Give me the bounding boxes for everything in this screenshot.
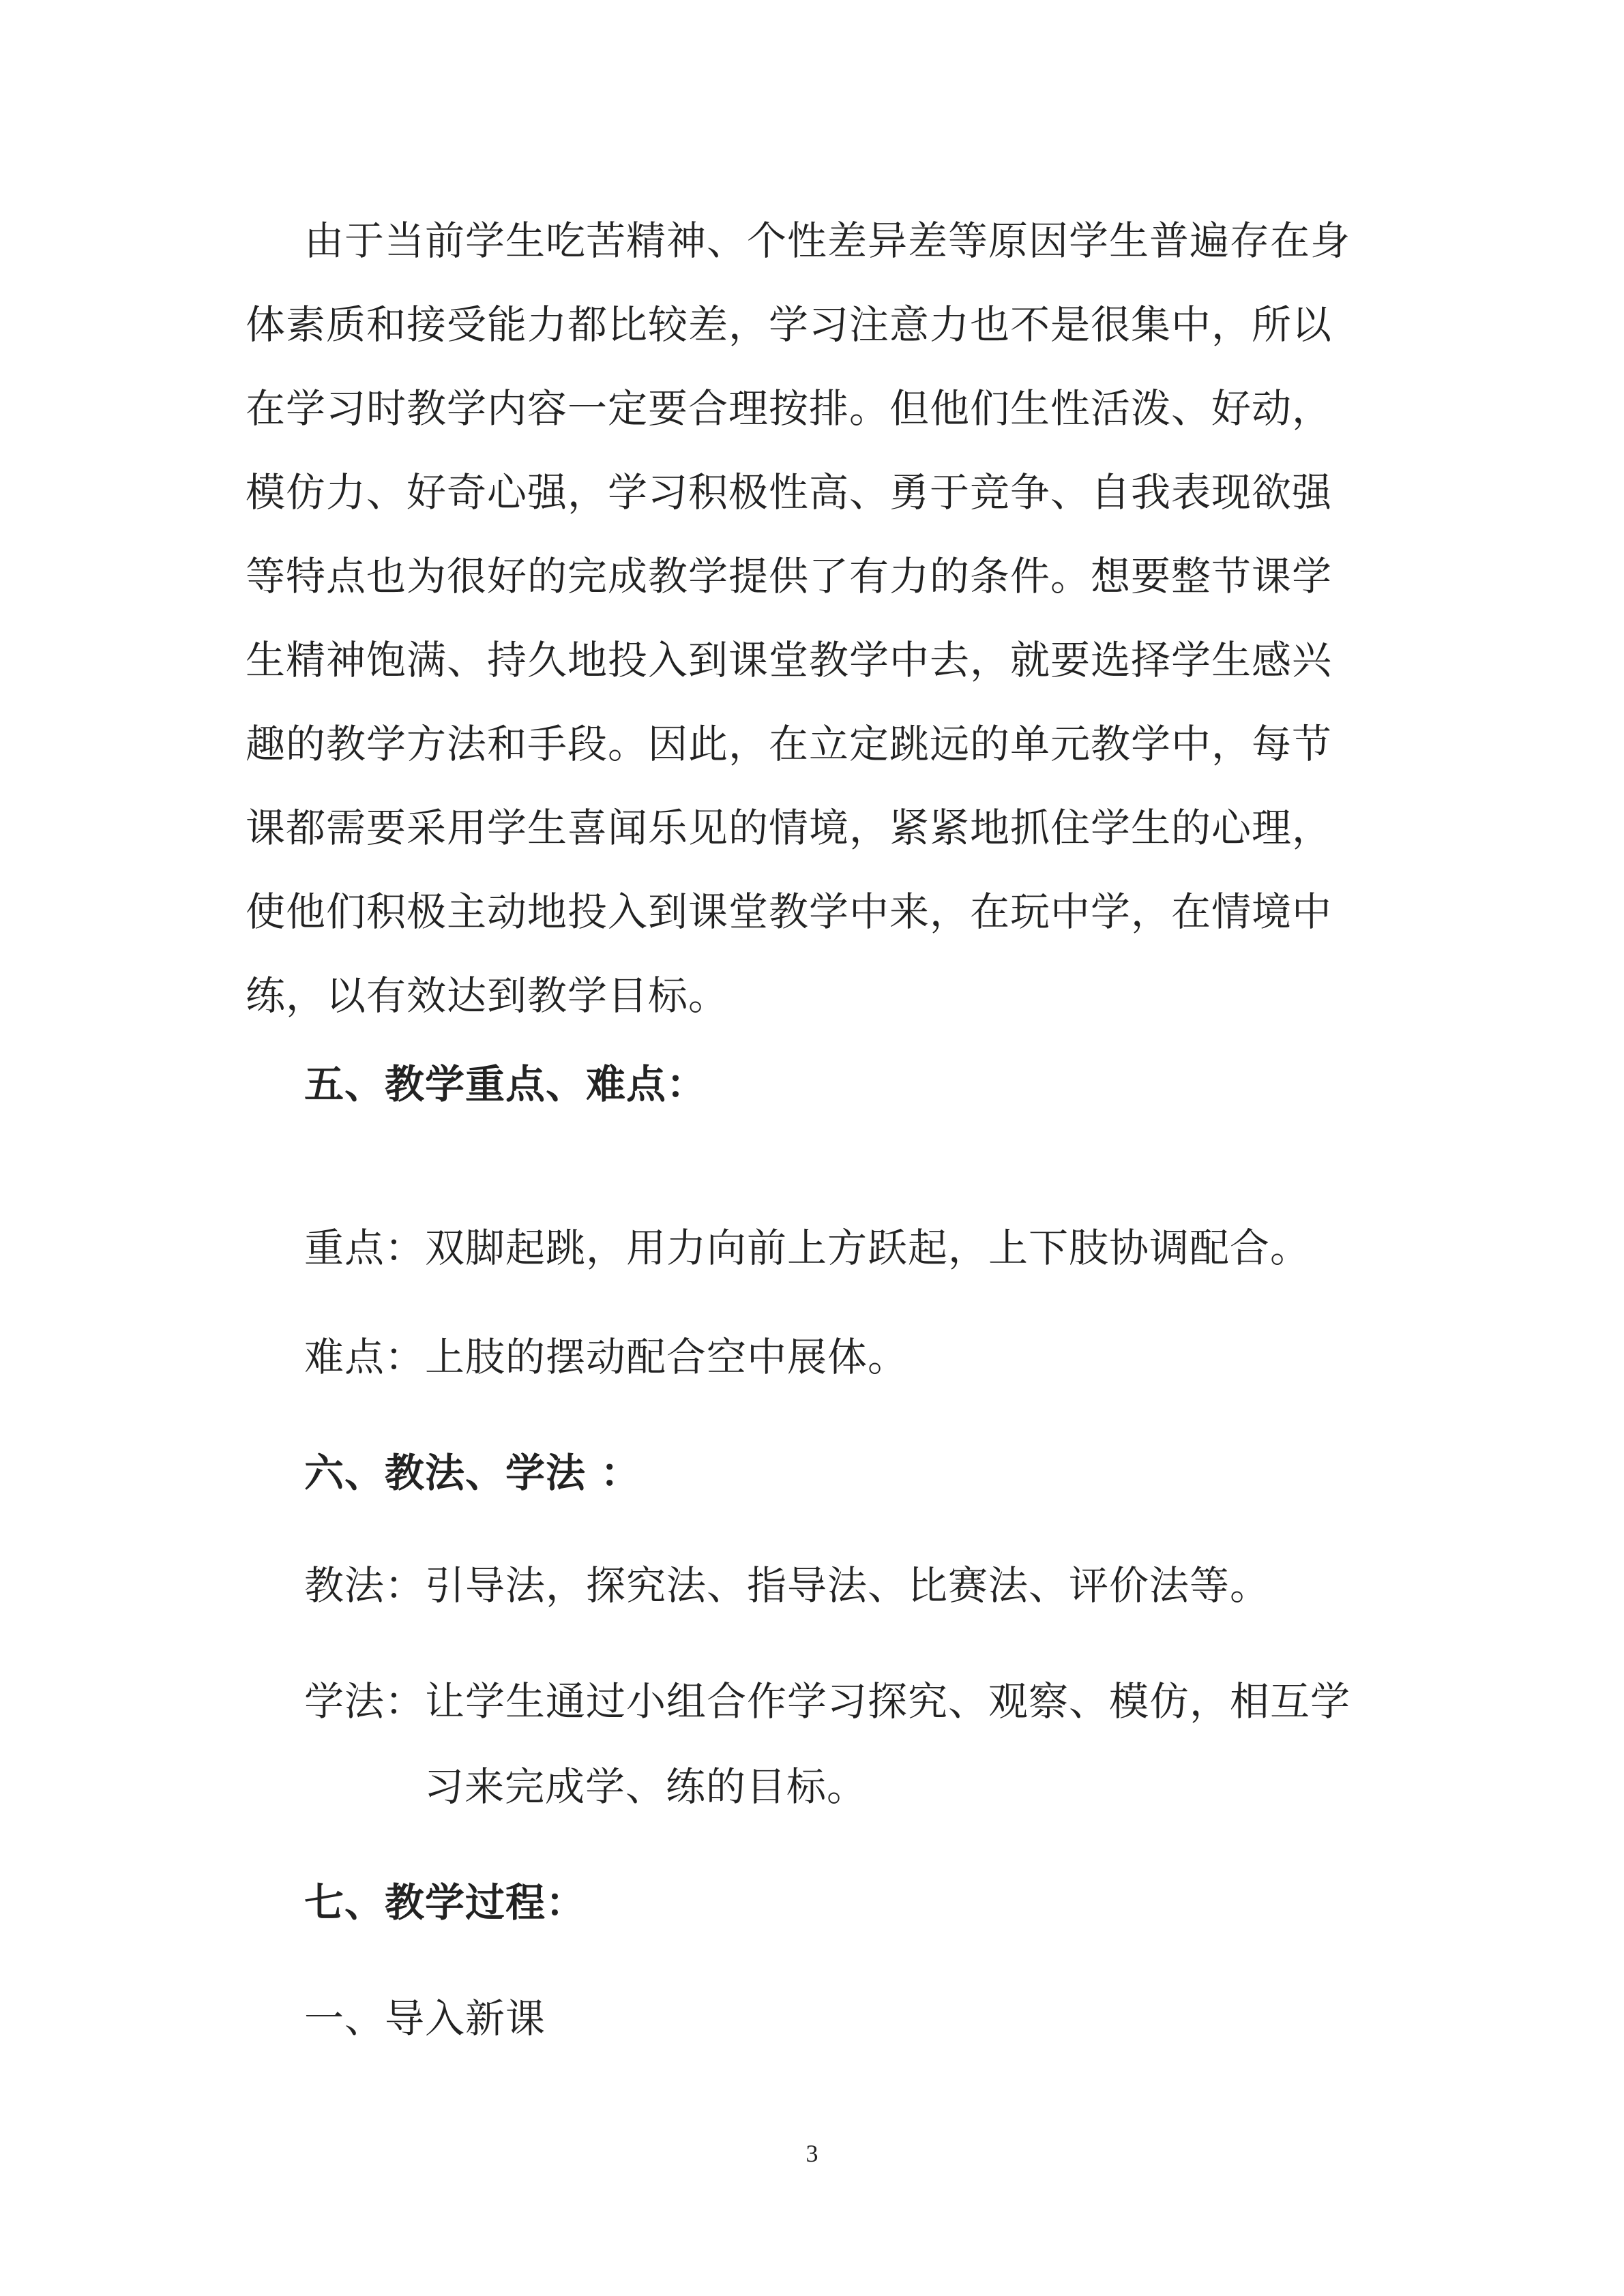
section-7-subheading: 一、导入新课 <box>304 1995 546 2042</box>
paragraph-line-4: 模仿力、好奇心强，学习积极性高、勇于竞争、自我表现欲强 <box>246 469 1333 516</box>
paragraph-line-9: 使他们积极主动地投入到课堂教学中来，在玩中学，在情境中 <box>246 889 1333 935</box>
paragraph-line-5: 等特点也为很好的完成教学提供了有力的条件。想要整节课学 <box>246 553 1333 599</box>
paragraph-line-8: 课都需要采用学生喜闻乐见的情境，紧紧地抓住学生的心理， <box>246 805 1333 851</box>
page-number: 3 <box>806 2140 818 2167</box>
section-6-heading: 六、教法、学法 ： <box>304 1450 641 1496</box>
paragraph-line-7: 趣的教学方法和手段。因此，在立定跳远的单元教学中，每节 <box>246 721 1333 767</box>
key-point-text: 重点：双脚起跳，用力向前上方跃起，上下肢协调配合。 <box>304 1225 1311 1271</box>
section-7-heading: 七、教学过程： <box>304 1879 587 1926</box>
difficulty-text: 难点：上肢的摆动配合空中展体。 <box>304 1334 909 1380</box>
paragraph-line-6: 生精神饱满、持久地投入到课堂教学中去，就要选择学生感兴 <box>246 637 1333 683</box>
paragraph-line-1: 由于当前学生吃苦精神、个性差异差等原因学生普遍存在身 <box>304 218 1351 264</box>
paragraph-line-3: 在学习时教学内容一定要合理按排。但他们生性活泼、好动， <box>246 385 1333 432</box>
section-5-heading: 五、教学重点、难点： <box>304 1061 707 1107</box>
paragraph-line-10: 练，以有效达到教学目标。 <box>246 972 729 1019</box>
teaching-method-text: 教法：引导法，探究法、指导法、比赛法、评价法等。 <box>304 1562 1271 1609</box>
paragraph-line-2: 体素质和接受能力都比较差，学习注意力也不是很集中，所以 <box>246 301 1333 348</box>
learning-method-line-2: 习来完成学、练的目标。 <box>424 1763 868 1810</box>
learning-method-line-1: 学法：让学生通过小组合作学习探究、观察、模仿，相互学 <box>304 1678 1351 1725</box>
